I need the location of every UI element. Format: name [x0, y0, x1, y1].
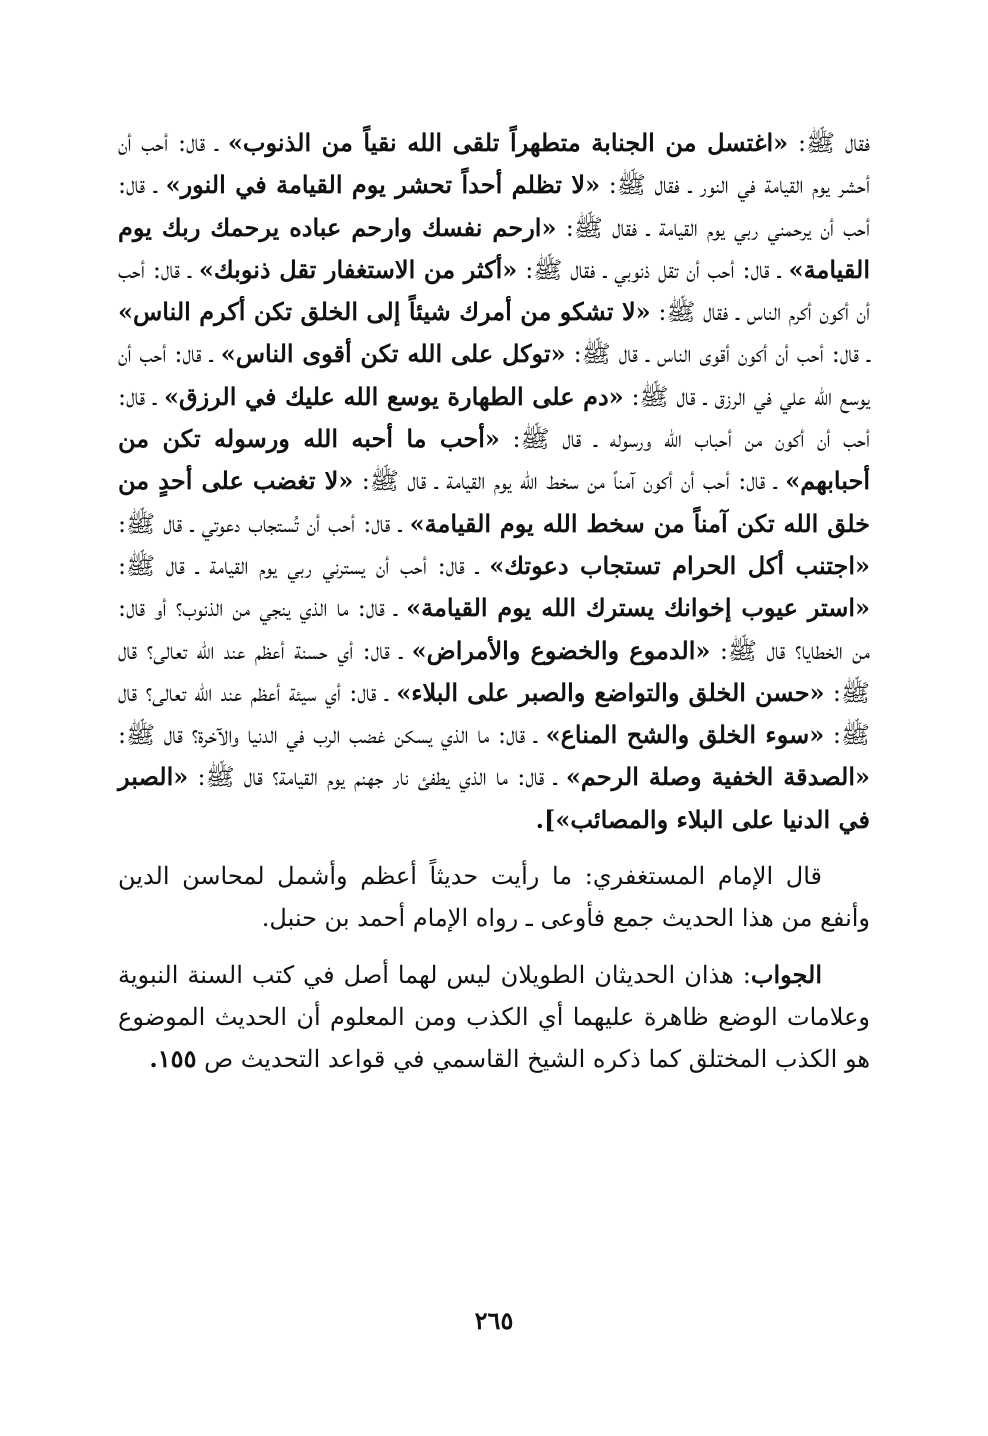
hadith-quote: «توكل على الله تكن أقوى الناس» — [220, 339, 566, 369]
hadith-narration: ـ قال: أي حسنة أعظم عند الله تعالى؟ قال ﷺ: — [118, 636, 870, 707]
hadith-narration: ـ قال: أحب أن يوسع الله علي في الرزق ـ قال ﷺ: — [118, 340, 870, 411]
hadith-narration: ـ قال: أحب أن تُستجاب دعوتي ـ قال ﷺ: — [118, 509, 410, 538]
hadith-quote: «استر عيوب إخوانك يسترك الله يوم القيامة» — [406, 593, 870, 623]
hadith-narration: ـ قال: أحب أن تقل ذنوبي ـ فقال ﷺ: — [517, 255, 789, 284]
hadith-narration: فقال ﷺ: — [788, 129, 870, 157]
answer-paragraph — [118, 954, 870, 1081]
mustaghfiri-text: قال الإمام المستغفري: ما رأيت حديثاً أعظم وأشمل لمحاسن الدين وأنفع من هذا الحديث جمع فأوعى ـ رواه الإمام أحمد بن حنبل. — [118, 862, 870, 933]
hadith-narration: ـ قال: أحب أن أكون آمناً من سخط الله يوم القيامة ـ قال ﷺ: — [353, 467, 786, 496]
hadith-quote: «الصبر في الدنيا على البلاء والمصائب»]. — [118, 762, 870, 834]
hadith-quote: «سوء الخلق والشح المناع» — [545, 720, 825, 750]
hadith-quote: «لا تشكو من أمرك شيئاً إلى الخلق تكن أكرم الناس» — [118, 297, 651, 327]
mustaghfiri-paragraph — [118, 855, 870, 940]
hadith-quote: «ارحم نفسك وارحم عباده يرحمك ربك يوم القيامة» — [118, 212, 870, 284]
hadith-narration: ـ قال: أحب أن أحشر يوم القيامة في النور ـ فقال ﷺ: — [118, 129, 870, 200]
answer-text: : هذان الحديثان الطويلان ليس لهما أصل في كتب السنة النبوية وعلامات الوضع ظاهرة عليهما أي الكذب ومن المعلوم أن الحديث الموضوع هو الكذب المختلق كما ذكره الشيخ القاسمي في قواعد التحديث ص — [118, 960, 870, 1074]
hadith-quote: «اغتسل من الجنابة متطهراً تلقى الله نقياً من الذنوب» — [227, 128, 789, 157]
hadith-quote: «أحب ما أحبه الله ورسوله تكن من أحبابهم» — [118, 424, 870, 496]
hadith-paragraph — [118, 122, 870, 841]
hadith-quote: «أكثر من الاستغفار تقل ذنوبك» — [198, 254, 518, 284]
answer-page-reference: ١٥٥. — [149, 1044, 197, 1074]
hadith-quote: «لا تظلم أحداً تحشر يوم القيامة في النور» — [165, 170, 601, 200]
hadith-narration: ـ قال: أحب أن يسترني ربي يوم القيامة ـ قال ﷺ: — [118, 551, 490, 580]
page-body — [118, 122, 870, 1081]
hadith-quote: «لا تغضب على أحدٍ من خلق الله تكن آمناً من سخط الله يوم القيامة» — [118, 466, 871, 538]
hadith-narration: ـ قال: أحب أن يرحمني ربي يوم القيامة ـ فقال ﷺ: — [118, 171, 870, 242]
hadith-quote: «اجتنب أكل الحرام تستجاب دعوتك» — [489, 550, 871, 580]
hadith-narration: ـ قال: ما الذي ينجي من الذنوب؟ أو قال: من الخطايا؟ قال ﷺ: — [118, 594, 871, 665]
hadith-narration: ـ قال: أحب أن أكون أكرم الناس ـ فقال ﷺ: — [118, 255, 871, 327]
hadith-narration: ـ قال: أحب أن أكون من أحباب الله ورسوله ـ قال ﷺ: — [118, 382, 870, 454]
hadith-narration: ـ قال: أي سيئة أعظم عند الله تعالى؟ قال ﷺ: — [118, 678, 870, 750]
hadith-narration: ـ قال: ما الذي يطفئ نار جهنم يوم القيامة؟ قال ﷺ: — [188, 763, 566, 792]
page-number: ٢٦٥ — [474, 1306, 514, 1335]
hadith-quote: «حسن الخلق والتواضع والصبر على البلاء» — [396, 677, 825, 707]
hadith-quote: «دم على الطهارة يوسع الله عليك في الرزق» — [163, 381, 624, 411]
hadith-quote: «الدموع والخضوع والأمراض» — [411, 635, 711, 665]
hadith-narration: ـ قال: أحب أن أكون أقوى الناس ـ قال ﷺ: — [565, 340, 871, 369]
hadith-narration: ـ قال: ما الذي يسكن غضب الرب في الدنيا والآخرة؟ قال ﷺ: — [118, 721, 546, 750]
answer-label: الجواب — [750, 959, 822, 989]
hadith-quote: «الصدقة الخفية وصلة الرحم» — [565, 762, 870, 792]
